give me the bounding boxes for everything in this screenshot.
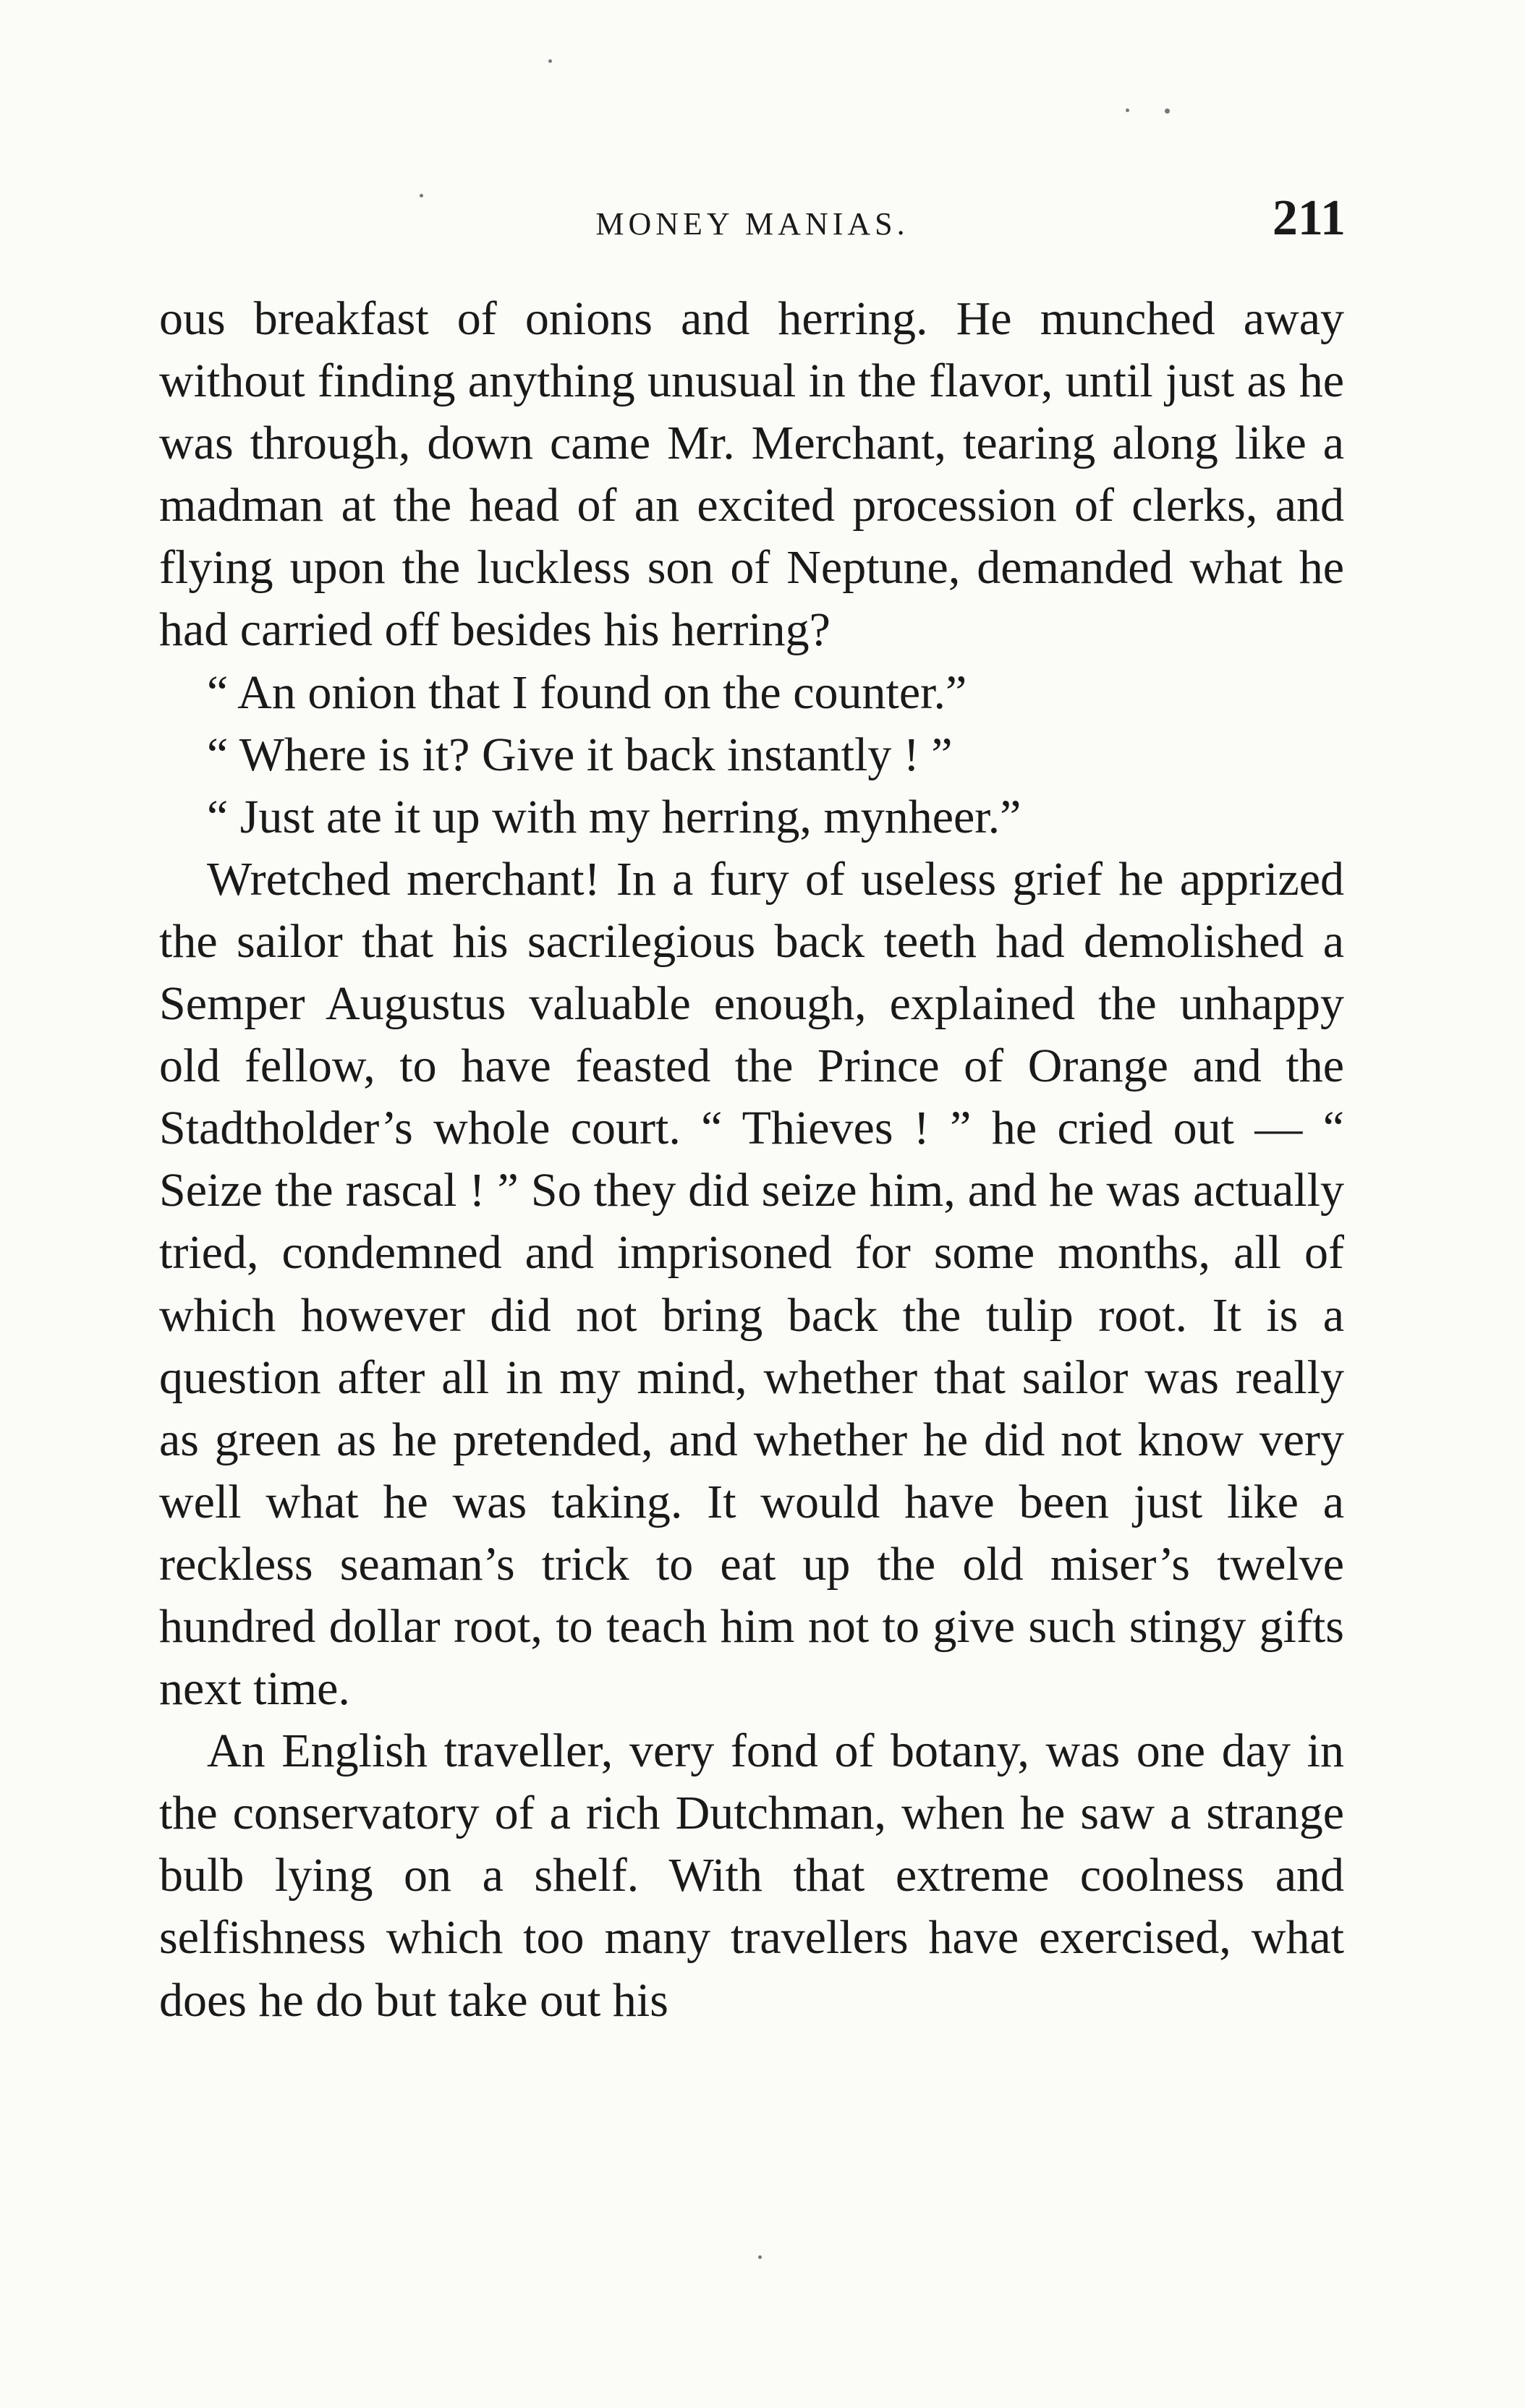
page-speck (1165, 109, 1170, 114)
paragraph-dialogue: “ An onion that I found on the counter.” (207, 665, 967, 719)
running-title: MONEY MANIAS. (595, 206, 909, 242)
page-number: 211 (1272, 190, 1346, 246)
page-speck (758, 2255, 762, 2259)
paragraph: Wretched merchant! In a fury of useless grief he apprized the sailor that his sacrilegious back teeth had demolished a Semper Augustus valuable enough, explained the unhappy old fellow, to have feasted the Prince of Orange and the Stadtholder’s whole court. “ Thieves ! ” he cried out — “ Seize the rascal ! ” So they did seize him, and he was actually tried, condemned and imprisoned for some months, all of which however did not bring back the tulip root. It is a question after all in my mind, whether that sailor was really as green as he pretended, and whether he did not know very well what he was taking. It would have been just like a reckless seaman’s trick to eat up the old miser’s twelve hundred dollar root, to teach him not to give such stingy gifts next time. (159, 852, 1344, 1716)
page-speck (1126, 109, 1129, 112)
paragraph: An English traveller, very fond of botany, was one day in the conservatory of a rich Dutchman, when he saw a strange bulb lying on a shelf. With that extreme coolness and selfishness which too many travellers have exercised, what does he do but take out his (159, 1724, 1344, 2027)
paragraph-dialogue: “ Where is it? Give it back instantly ! ” (207, 728, 953, 781)
page-speck (548, 59, 552, 63)
body-text (159, 288, 1344, 2032)
paragraph-continuation: ous breakfast of onions and herring. He munched away without finding anything unusual in the flavor, until just as he was through, down came Mr. Merchant, tearing along like a madman at the head of an excited procession of clerks, and flying upon the luckless son of Neptune, demanded what he had carried off besides his herring? (159, 292, 1344, 657)
running-head (159, 190, 1346, 255)
paragraph-dialogue: “ Just ate it up with my herring, mynheer.” (207, 790, 1021, 843)
